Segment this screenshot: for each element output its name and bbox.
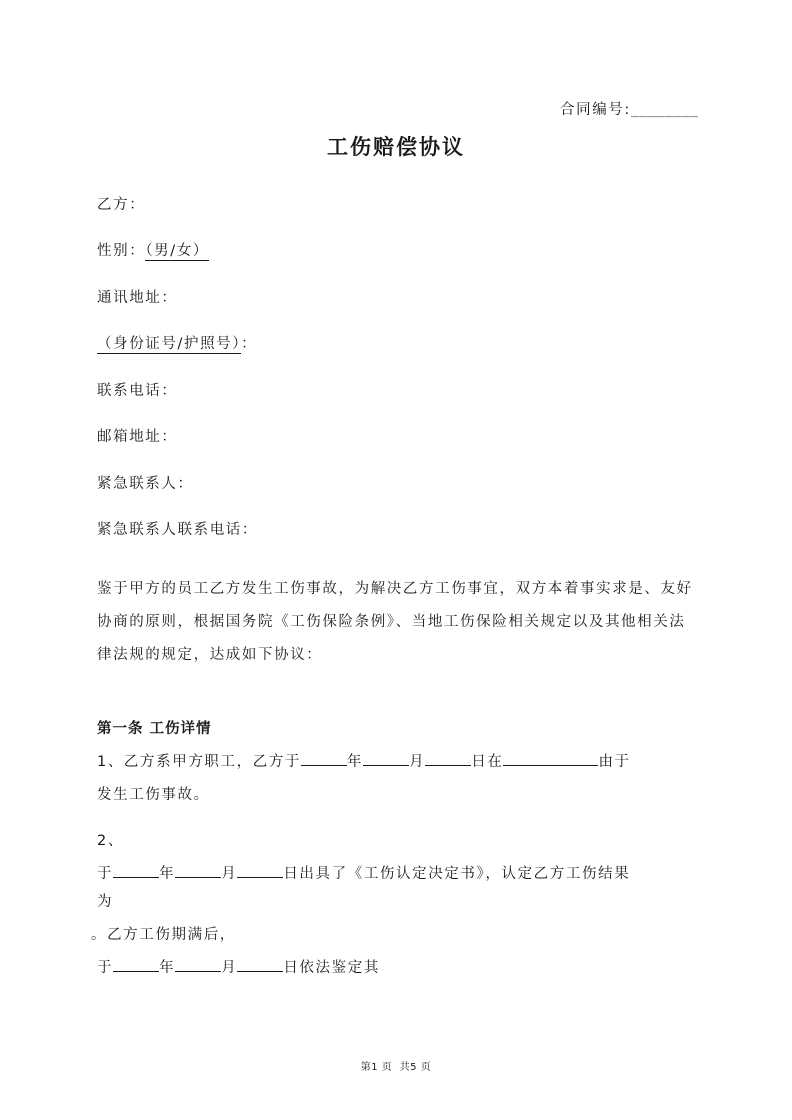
footer-total: 共5 页 (399, 1062, 432, 1073)
preamble-line-1: 鉴于甲方的员工乙方发生工伤事故，为解决乙方工伤事宜，双方本着事实求是、友好 (97, 581, 693, 597)
field-gender (97, 239, 209, 260)
article-1-paragraph-1 (97, 750, 631, 771)
p2-wei: 为 (97, 894, 114, 910)
p2-prefix: 于 (97, 866, 114, 882)
page-title: 工伤赔偿协议 (327, 134, 465, 159)
p2-year-blank-2[interactable] (113, 957, 159, 972)
p1-month-label: 月 (409, 754, 426, 770)
contract-number (560, 98, 698, 119)
p2-year-label: 年 (159, 866, 176, 882)
article-1-paragraph-2-line-4 (97, 956, 380, 977)
field-party-b-label: 乙方： (97, 197, 146, 213)
p2-expiry: 。乙方工伤期满后， (91, 927, 236, 943)
field-id-number (97, 332, 257, 353)
p2-month-blank[interactable] (175, 863, 221, 878)
p1-suffix: 由于 (598, 754, 631, 770)
field-gender-value[interactable]: （男/女） (145, 243, 209, 259)
field-email (97, 425, 178, 446)
p1-day-blank[interactable] (425, 751, 471, 766)
p2-year-blank[interactable] (113, 863, 159, 878)
preamble-line-2: 协商的原则，根据国务院《工伤保险条例》、当地工伤保险相关规定以及其他相关法 (97, 614, 686, 630)
p2-day-blank-2[interactable] (237, 957, 283, 972)
contract-number-label: 合同编号: (560, 102, 631, 118)
footer-page: 第1 页 (360, 1062, 393, 1073)
field-phone-label: 联系电话： (97, 383, 178, 399)
field-id-number-label: ： (241, 336, 258, 352)
article-1-paragraph-2 (97, 862, 630, 883)
p1-line-2: 发生工伤事故。 (97, 787, 210, 803)
p2-suffix-2: 日依法鉴定其 (283, 960, 380, 976)
field-party-b (97, 193, 145, 214)
p2-prefix-2: 于 (97, 960, 114, 976)
p2-suffix: 日出具了《工伤认定决定书》，认定乙方工伤结果 (283, 866, 631, 882)
p1-day-at-label: 日在 (471, 754, 504, 770)
field-gender-label: 性别： (97, 243, 146, 259)
field-emergency-phone-label: 紧急联系人联系电话： (97, 522, 258, 538)
p2-month-label-2: 月 (221, 960, 238, 976)
field-phone (97, 379, 178, 400)
field-emergency-contact (97, 472, 194, 493)
p1-month-blank[interactable] (363, 751, 409, 766)
p1-location-blank[interactable] (503, 751, 598, 766)
p2-month-blank-2[interactable] (175, 957, 221, 972)
field-email-label: 邮箱地址： (97, 429, 178, 445)
p2-number: 2、 (97, 833, 124, 849)
p2-year-label-2: 年 (159, 960, 176, 976)
p1-year-label: 年 (347, 754, 364, 770)
p1-prefix: 1、乙方系甲方职工，乙方于 (97, 754, 302, 770)
article-1-heading: 第一条 工伤详情 (97, 721, 212, 737)
field-address-label: 通讯地址： (97, 290, 178, 306)
field-emergency-contact-label: 紧急联系人： (97, 476, 194, 492)
field-id-number-value[interactable]: （身份证号/护照号） (97, 336, 242, 352)
p2-day-blank[interactable] (237, 863, 283, 878)
field-address (97, 286, 178, 307)
page-footer (0, 1058, 792, 1073)
field-emergency-phone (97, 518, 258, 539)
p2-month-label: 月 (221, 866, 238, 882)
preamble-line-3: 律法规的规定，达成如下协议： (97, 647, 323, 663)
p1-year-blank[interactable] (301, 751, 347, 766)
contract-number-blank[interactable]: ________ (630, 102, 699, 118)
